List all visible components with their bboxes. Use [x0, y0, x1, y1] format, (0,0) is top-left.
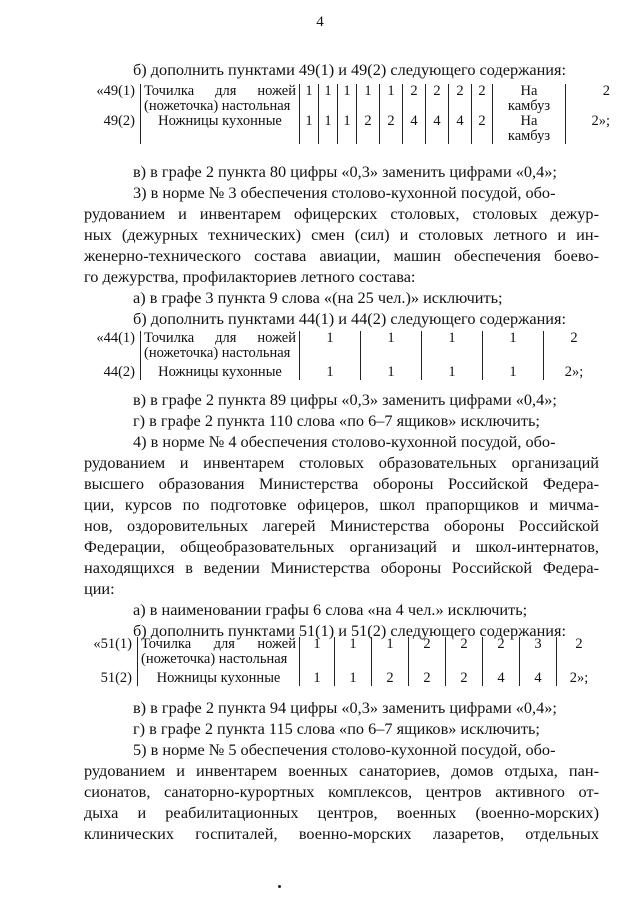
paragraph-line: дыха и реабилитационных центров, военных (военно-морских) [84, 803, 599, 822]
paragraph-line: го дежурства, профилакториев летного состава: [84, 267, 416, 286]
value-cell: 1 [380, 84, 403, 114]
item-name [138, 637, 300, 667]
paragraph-line: б) дополнить пунктами 51(1) и 51(2) следующего содержания: [133, 621, 567, 640]
value-cell: 2 [449, 84, 472, 114]
page-number: 4 [316, 14, 324, 30]
location-line2: камбуз [507, 128, 551, 144]
value-cell: 1 [361, 361, 422, 380]
row-prefix: «44(1) [96, 330, 135, 346]
value-cell: 2 [426, 84, 449, 114]
paragraph-line: г) в графе 2 пункта 115 слова «по 6–7 ящиков» исключить; [133, 719, 540, 738]
value-cell: 2 [357, 114, 380, 144]
value-cell: 1 [422, 361, 483, 380]
value-cell: 4 [520, 667, 557, 686]
value-cell: 2 [472, 84, 493, 114]
paragraph-line: 4) в норме № 4 обеспечения столово-кухонной посудой, обо- [133, 432, 556, 451]
value-cell: 1 [338, 84, 357, 114]
value-cell: 2 [409, 637, 446, 667]
table-row [85, 84, 612, 114]
value-cell: 1 [300, 114, 319, 144]
item-name-line2: (ножеточка) настольная [141, 651, 288, 667]
value-cell: 1 [361, 331, 422, 361]
end-cell: 2 [575, 636, 583, 652]
value-cell: 1 [319, 84, 338, 114]
location-line1: На [520, 83, 538, 99]
table-44 [85, 331, 604, 380]
end-cell: 2»; [569, 670, 589, 686]
value-cell: 1 [483, 361, 544, 380]
value-cell: 4 [449, 114, 472, 144]
paragraph-line: клинических госпиталей, военно-морских лазаретов, отдельных [84, 824, 599, 843]
value-cell: 3 [520, 637, 557, 667]
item-name-line2: (ножеточка) настольная [144, 98, 291, 114]
value-cell: 1 [300, 637, 335, 667]
table-row [85, 114, 612, 144]
row-prefix: «49(1) [96, 83, 135, 99]
row-prefix: «51(1) [93, 636, 132, 652]
value-cell: 1 [335, 637, 372, 667]
item-name: Ножницы кухонные [141, 114, 300, 144]
paragraph-line: женерно-технического состава авиации, машин обеспечения боево- [84, 246, 599, 265]
paragraph-line: ции, курсов по подготовке офицеров, школ прапорщиков и мичма- [84, 495, 599, 514]
value-cell: 2 [372, 667, 409, 686]
value-cell: 2 [380, 114, 403, 144]
paragraph-line: в) в графе 2 пункта 80 цифры «0,3» заменить цифрами «0,4»; [133, 162, 557, 181]
paragraph-line: б) дополнить пунктами 49(1) и 49(2) следующего содержания: [133, 60, 567, 79]
value-cell: 4 [403, 114, 426, 144]
paragraph-line: ции: [84, 579, 115, 598]
paragraph-line: высшего образования Министерства обороны Российской Федера- [84, 474, 599, 493]
item-name [141, 331, 300, 361]
table-51 [82, 637, 601, 686]
item-name: Ножницы кухонные [138, 667, 300, 686]
paragraph-line: 3) в норме № 3 обеспечения столово-кухонной посудой, обо- [133, 183, 556, 202]
value-cell: 1 [372, 637, 409, 667]
table-row [82, 637, 601, 667]
paragraph-line: ных (дежурных технических) смен (сил) и столовых летного и ин- [84, 225, 599, 244]
table-row [82, 667, 601, 686]
value-cell: 1 [300, 667, 335, 686]
location-cell [493, 114, 566, 144]
value-cell: 4 [426, 114, 449, 144]
paragraph-line: рудованием и инвентарем офицерских столовых, столовых дежур- [84, 204, 599, 223]
value-cell: 2 [409, 667, 446, 686]
value-cell: 2 [446, 667, 483, 686]
row-prefix: 51(2) [100, 670, 132, 686]
value-cell: 1 [319, 114, 338, 144]
end-cell: 2 [570, 330, 578, 346]
paragraph-line: в) в графе 2 пункта 89 цифры «0,3» заменить цифрами «0,4»; [133, 390, 557, 409]
value-cell: 1 [300, 84, 319, 114]
location-line2: камбуз [507, 98, 551, 114]
item-name: Ножницы кухонные [141, 361, 300, 380]
end-cell: 2»; [564, 364, 584, 380]
paragraph-line: г) в графе 2 пункта 110 слова «по 6–7 ящиков» исключить; [133, 411, 540, 430]
paragraph-line: Федерации, общеобразовательных организаций и школ-интернатов, [84, 537, 599, 556]
value-cell: 4 [483, 667, 520, 686]
paragraph-line: рудованием и инвентарем столовых образовательных организаций [84, 453, 599, 472]
value-cell: 1 [338, 114, 357, 144]
paragraph-line: 5) в норме № 5 обеспечения столово-кухонной посудой, обо- [133, 740, 556, 759]
row-prefix: 44(2) [103, 364, 135, 380]
value-cell: 2 [403, 84, 426, 114]
table-row [85, 361, 604, 380]
value-cell: 1 [422, 331, 483, 361]
paragraph-line: а) в графе 3 пункта 9 слова «(на 25 чел.)» исключить; [133, 288, 503, 307]
item-name-line2: (ножеточка) настольная [144, 345, 291, 361]
paragraph-line: в) в графе 2 пункта 94 цифры «0,3» заменить цифрами «0,4»; [133, 698, 557, 717]
value-cell: 1 [300, 331, 361, 361]
item-name-line1: Точилка для ножей [144, 330, 296, 346]
value-cell: 1 [300, 361, 361, 380]
end-cell: 2 [602, 83, 610, 99]
row-prefix: 49(2) [103, 113, 135, 129]
item-name [141, 84, 300, 114]
paragraph-line: находящихся в ведении Министерства обороны Российской Федера- [84, 558, 599, 577]
paragraph-line: рудованием и инвентарем военных санаториев, домов отдыха, пан- [84, 761, 599, 780]
scan-dot [278, 885, 281, 888]
table-49 [85, 84, 612, 144]
paragraph-line: а) в наименовании графы 6 слова «на 4 чел.» исключить; [133, 600, 528, 619]
value-cell: 1 [483, 331, 544, 361]
item-name-line1: Точилка для ножей [144, 83, 296, 99]
value-cell: 1 [357, 84, 380, 114]
paragraph-line: нов, оздоровительных лагерей Министерства обороны Российской [84, 516, 599, 535]
value-cell: 2 [446, 637, 483, 667]
item-name-line1: Точилка для ножей [141, 636, 296, 652]
location-cell [493, 84, 566, 114]
paragraph-line: сионатов, санаторно-курортных комплексов, центров активного от- [84, 782, 599, 801]
location-line1: На [520, 113, 538, 129]
value-cell: 1 [335, 667, 372, 686]
end-cell: 2»; [591, 113, 610, 129]
paragraph-line: б) дополнить пунктами 44(1) и 44(2) следующего содержания: [133, 309, 567, 328]
value-cell: 2 [472, 114, 493, 144]
value-cell: 2 [483, 637, 520, 667]
table-row [85, 331, 604, 361]
